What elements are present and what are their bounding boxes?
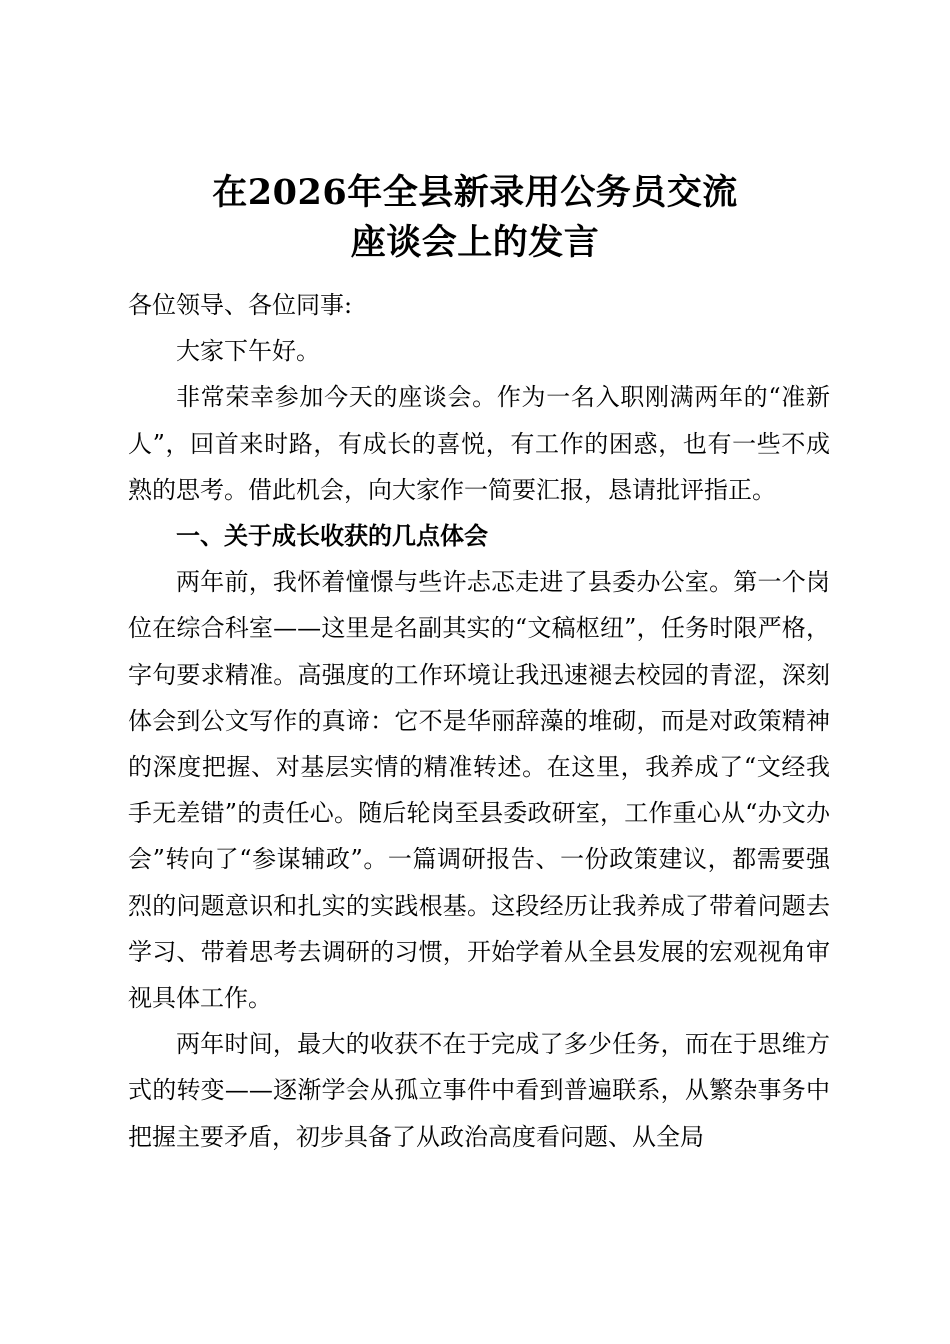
section-heading-1: 一、关于成长收获的几点体会: [176, 521, 488, 551]
intro-paragraph: 非常荣幸参加今天的座谈会。作为一名入职刚满两年的“准新人”，回首来时路，有成长的喜悦，有工作的困惑，也有一些不成熟的思考。借此机会，向大家作一简要汇报，恳请批评指正。: [128, 383, 830, 504]
section-1-paragraph-1: 两年前，我怀着憧憬与些许忐忑走进了县委办公室。第一个岗位在综合科室——这里是名副其实的“文稿枢纽”，任务时限严格，字句要求精准。高强度的工作环境让我迅速褪去校园的青涩，深刻体会到公文写作的真谛：它不是华丽辞藻的堆砌，而是对政策精神的深度把握、对基层实情的精准转述。在这里，我养成了“文经我手无差错”的责任心。随后轮岗至县委政研室，工作重心从“办文办会”转向了“参谋辅政”。一篇调研报告、一份政策建议，都需要强烈的问题意识和扎实的实践根基。这段经历让我养成了带着问题去学习、带着思考去调研的习惯，开始学着从全县发展的宏观视角审视具体工作。: [128, 568, 830, 1013]
salutation: 各位领导、各位同事:: [128, 291, 353, 319]
section-1-paragraph-2: 两年时间，最大的收获不在于完成了多少任务，而在于思维方式的转变——逐渐学会从孤立事件中看到普遍联系，从繁杂事务中把握主要矛盾，初步具备了从政治高度看问题、从全局: [128, 1030, 830, 1151]
document-body: [128, 282, 830, 1160]
title-line-1: 在2026年全县新录用公务员交流: [212, 172, 738, 213]
greeting: 大家下午好。: [176, 337, 320, 366]
document-title: [0, 168, 950, 268]
title-line-2: 座谈会上的发言: [350, 222, 600, 263]
